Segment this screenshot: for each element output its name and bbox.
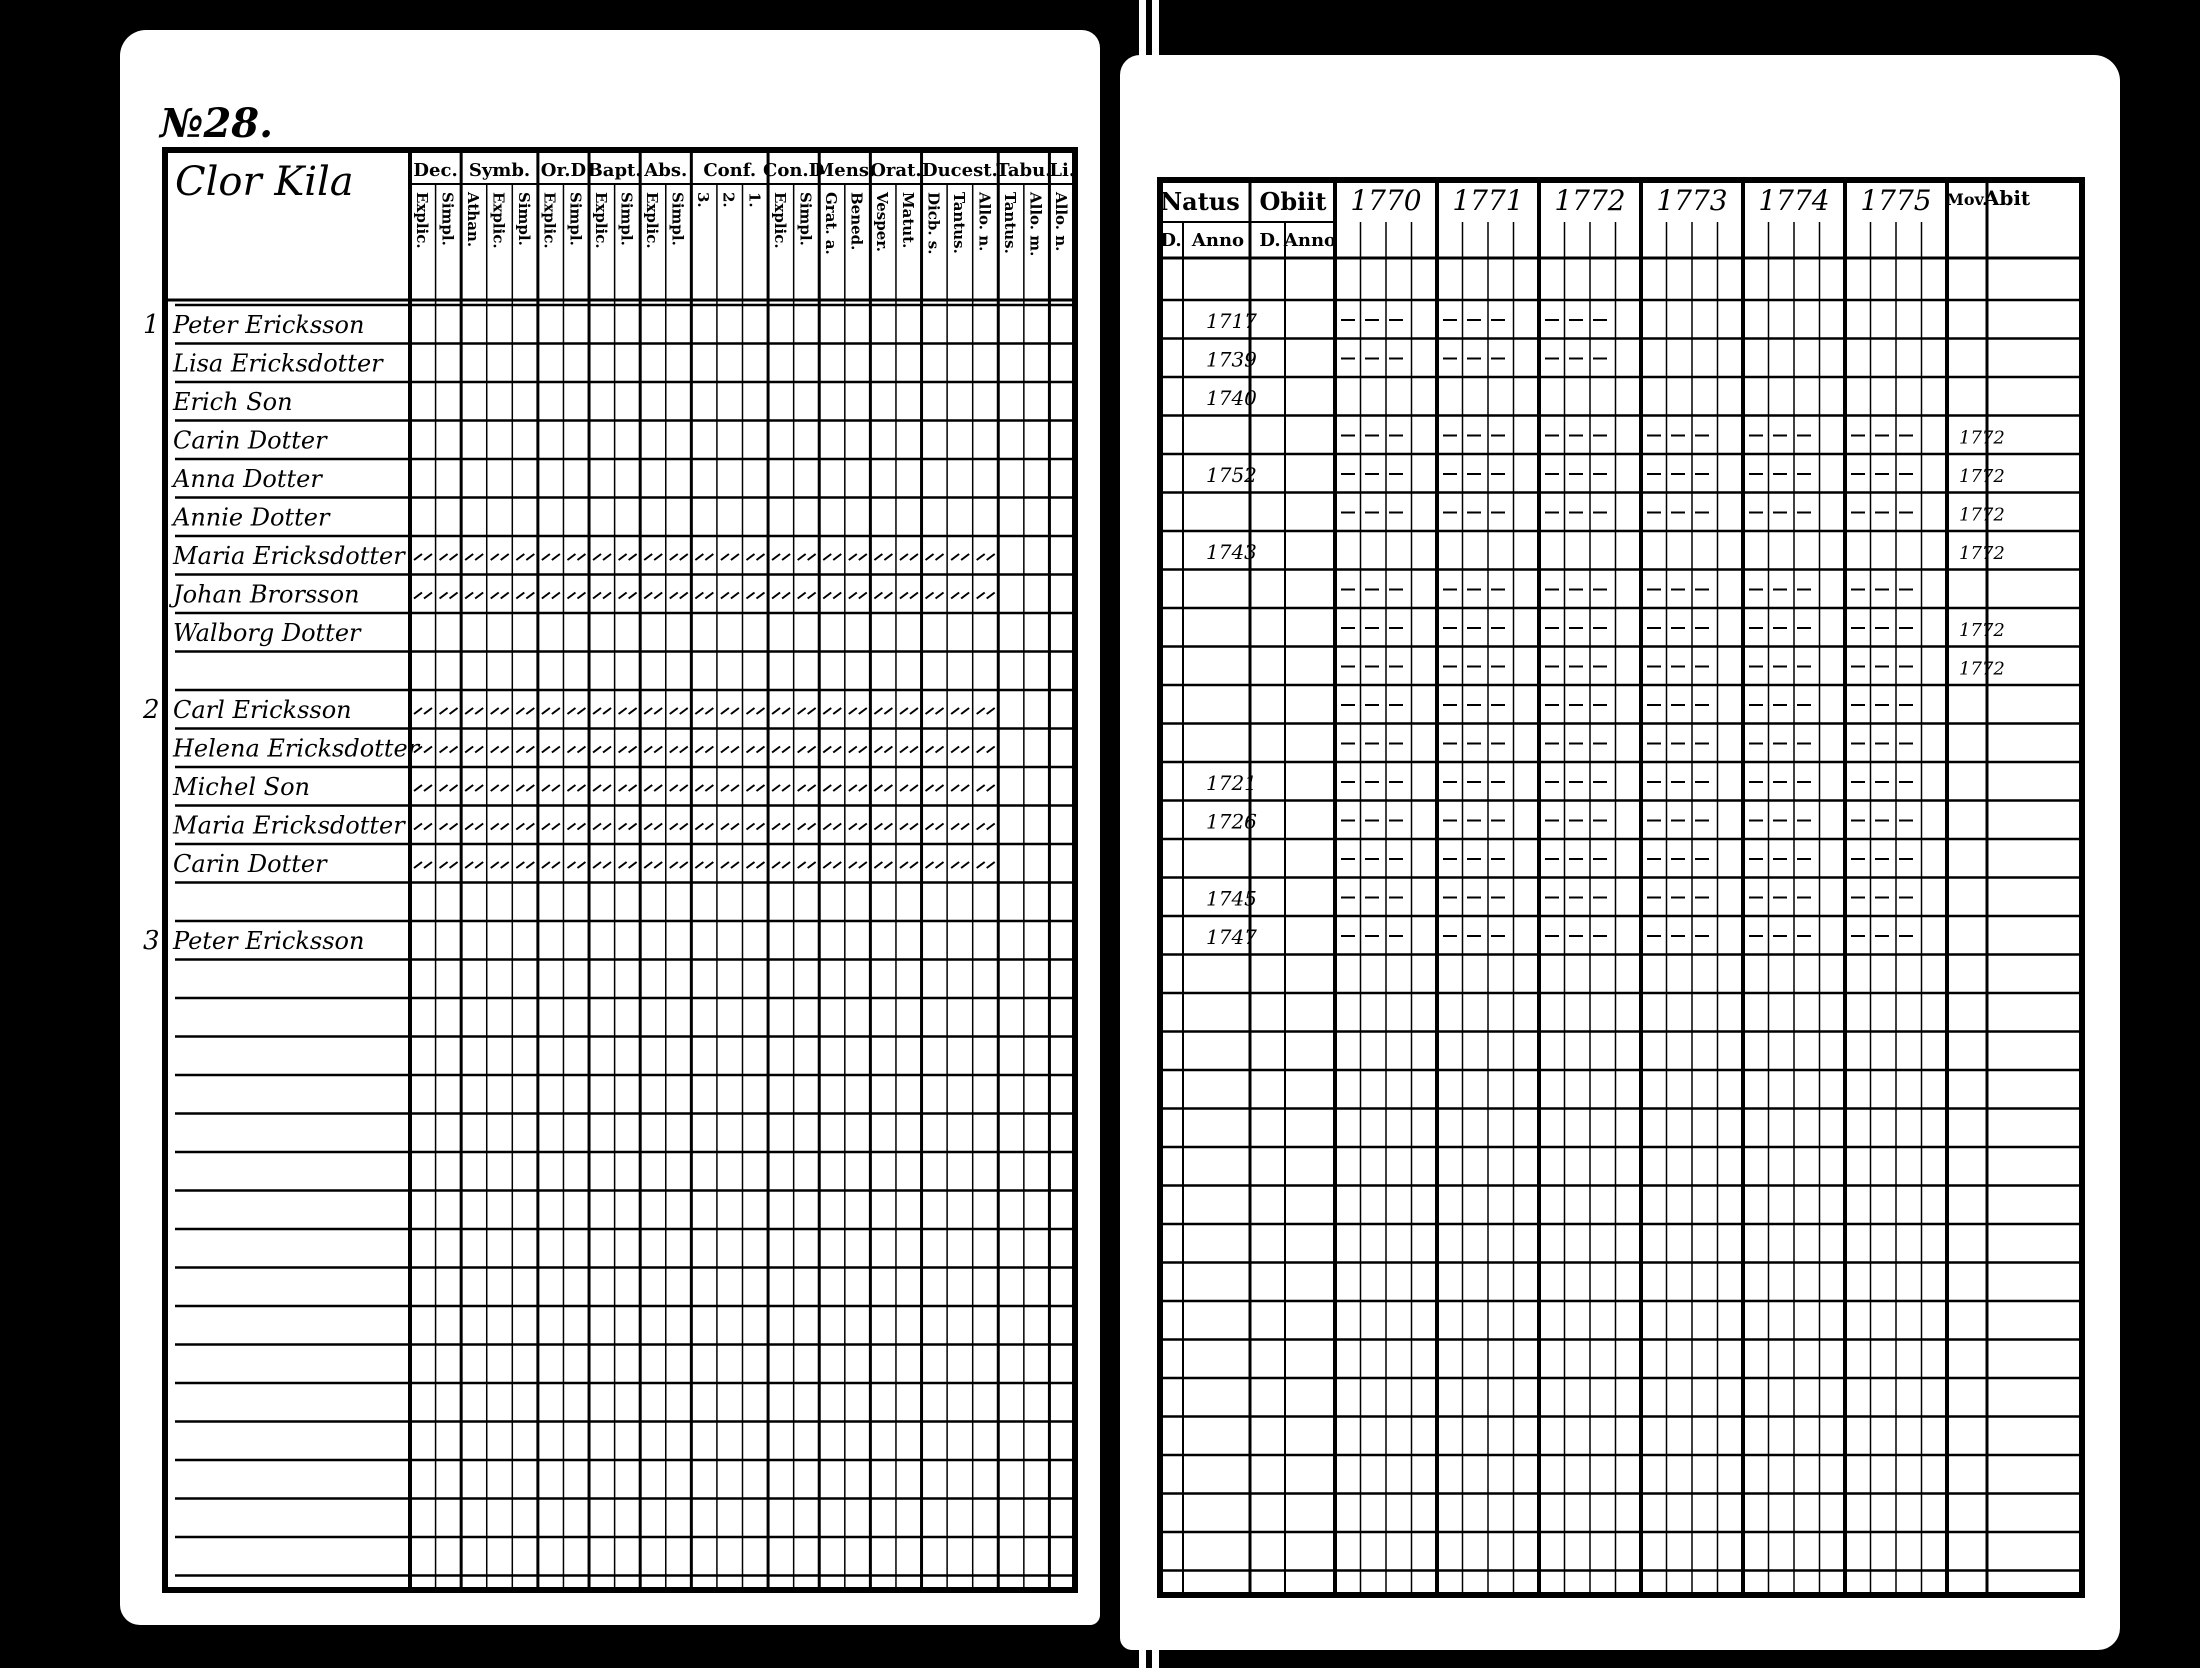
birth-year: 1752: [1206, 463, 1257, 487]
catechism-subheader: Explic.: [642, 192, 661, 249]
catechism-header: Orat.: [870, 160, 922, 181]
moved-out-year: 1772: [1959, 427, 2005, 449]
birth-year: 1743: [1206, 540, 1257, 564]
year-header: 1771: [1452, 184, 1524, 217]
moved-out-year: 1772: [1959, 620, 2005, 641]
catechism-subheader: Allo. n.: [1052, 192, 1071, 252]
catechism-subheader: Bened.: [847, 192, 866, 251]
catechism-subheader: Athan.: [463, 192, 482, 248]
catechism-subheader: Tantus.: [1001, 192, 1020, 254]
year-header: 1775: [1860, 184, 1932, 217]
natus-anno-header: Anno: [1191, 230, 1245, 251]
birth-year: 1721: [1206, 771, 1257, 795]
catechism-header: Li.: [1049, 160, 1076, 181]
catechism-subheader: Vesper.: [873, 192, 892, 253]
household-member-name: Anna Dotter: [173, 465, 322, 493]
natus-header: Natus: [1160, 187, 1240, 216]
household-member-name: Maria Ericksdotter: [173, 811, 405, 840]
household-member-name: Erich Son: [173, 388, 293, 416]
catechism-subheader: Simpl.: [668, 192, 687, 246]
catechism-subheader: Explic.: [412, 192, 431, 249]
catechism-subheader: Allo. n.: [975, 192, 994, 252]
catechism-subheader: Explic.: [540, 192, 559, 249]
catechism-subheader: Simpl.: [796, 192, 815, 246]
catechism-subheader: Matut.: [898, 192, 917, 249]
household-member-name: Walborg Dotter: [173, 619, 361, 647]
moved-out-year: 1772: [1959, 466, 2005, 487]
catechism-subheader: Explic.: [770, 192, 789, 249]
obiit-anno-header: Anno: [1283, 230, 1337, 251]
household-number: 1: [143, 310, 160, 340]
household-member-name: Carin Dotter: [173, 850, 327, 878]
catechism-subheader: 2.: [719, 192, 738, 208]
household-number: 2: [143, 695, 160, 725]
year-header: 1774: [1758, 184, 1830, 217]
catechism-subheader: Allo. m.: [1026, 192, 1045, 257]
abit-header: Abit: [1983, 186, 2031, 210]
register-number: №28.: [160, 100, 274, 147]
household-member-name: Lisa Ericksdotter: [173, 349, 383, 378]
catechism-subheader: Tantus.: [949, 192, 968, 254]
catechism-header: Ducest.: [921, 160, 998, 181]
catechism-header: Conf.: [703, 160, 757, 181]
year-header: 1773: [1656, 184, 1728, 217]
obiit-header: Obiit: [1259, 187, 1327, 216]
household-member-name: Helena Ericksdotter: [173, 734, 420, 763]
birth-year: 1739: [1206, 347, 1257, 372]
birth-year: 1745: [1206, 886, 1257, 911]
catechism-header: Symb.: [468, 160, 531, 181]
catechism-subheader: Grat. a.: [822, 192, 841, 255]
catechism-subheader: Dicb. s.: [924, 192, 943, 255]
catechism-header: Con.D: [763, 160, 825, 181]
household-member-name: Carl Ericksson: [173, 696, 352, 724]
household-member-name: Michel Son: [173, 773, 311, 801]
birth-year: 1717: [1206, 309, 1257, 333]
catechism-subheader: Simpl.: [566, 192, 585, 246]
household-member-name: Peter Ericksson: [173, 311, 365, 339]
catechism-header: Bapt.: [587, 160, 642, 181]
catechism-subheader: 1.: [745, 192, 764, 208]
catechism-subheader: 3.: [694, 192, 713, 208]
catechism-subheader: Simpl.: [438, 192, 457, 246]
household-member-name: Annie Dotter: [173, 503, 330, 532]
catechism-subheader: Explic.: [591, 192, 610, 249]
catechism-subheader: Simpl.: [515, 192, 534, 246]
year-header: 1772: [1554, 184, 1626, 217]
right-table-border: [1160, 180, 2082, 1595]
catechism-header: Tabu.: [996, 160, 1052, 181]
birth-year: 1747: [1206, 925, 1257, 949]
catechism-subheader: Simpl.: [617, 192, 636, 246]
catechism-subheader: Explic.: [489, 192, 508, 249]
obiit-d-header: D.: [1259, 230, 1281, 251]
mov-header: Mov.: [1946, 190, 1988, 209]
catechism-header: Dec.: [413, 160, 458, 181]
household-member-name: Johan Brorsson: [173, 580, 360, 609]
year-header: 1770: [1350, 184, 1422, 217]
moved-out-year: 1772: [1959, 658, 2005, 680]
village-name: Clor Kila: [175, 159, 354, 205]
household-member-name: Maria Ericksdotter: [173, 542, 405, 570]
birth-year: 1740: [1206, 386, 1257, 410]
household-member-name: Carin Dotter: [173, 426, 327, 455]
moved-out-year: 1772: [1959, 504, 2005, 526]
catechism-header: Mens.: [814, 160, 876, 181]
household-member-name: Peter Ericksson: [173, 927, 365, 955]
catechism-header: Or.D: [540, 160, 587, 181]
birth-year: 1726: [1206, 809, 1257, 834]
natus-d-header: D.: [1160, 230, 1182, 251]
household-number: 3: [143, 926, 160, 956]
moved-out-year: 1772: [1959, 543, 2005, 564]
catechism-header: Abs.: [644, 160, 688, 181]
